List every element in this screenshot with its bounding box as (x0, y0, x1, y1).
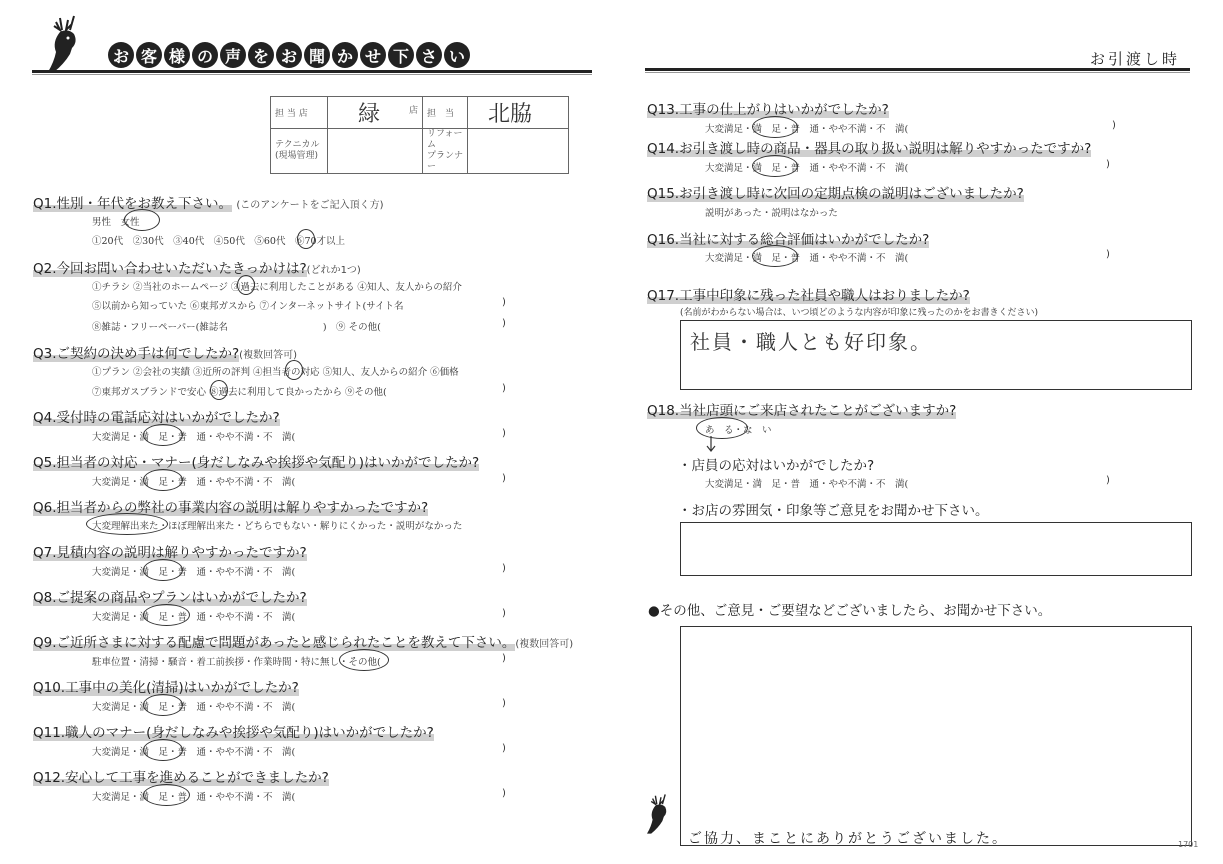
q3-line2: ⑦東邦ガスブランドで安心 ⑧過去に利用して良かったから ⑨その他( (92, 387, 387, 398)
q18-title: Q18.当社店頭にご来店されたことがございますか? (647, 403, 957, 419)
header-rule-left (32, 70, 592, 73)
title-char: い (444, 42, 470, 68)
title-char: 下 (388, 42, 414, 68)
q7-scale: 大変満足・満 足・普 通・やや不満・不 満( (92, 567, 296, 578)
q8-title: Q8.ご提案の商品やプランはいかがでしたか? (33, 590, 307, 606)
deer-footer-icon (640, 788, 682, 840)
q5-scale: 大変満足・満 足・普 通・やや不満・不 満( (92, 477, 296, 488)
q1-title: Q1.性別・年代をお教え下さい。 (このアンケートをご記入頂く方) (33, 196, 384, 212)
title-char: 客 (136, 42, 162, 68)
page-code: 1701 (1178, 840, 1199, 849)
q18-sub1: ・店員の応対はいかがでしたか? (678, 458, 875, 474)
title-char: お (276, 42, 302, 68)
q10-close: ) (502, 698, 506, 709)
tanto-label: 担 当 (423, 97, 468, 129)
q7-title: Q7.見積内容の説明は解りやすかったですか? (33, 545, 307, 561)
q18-scale: 大変満足・満 足・普 通・やや不満・不 満( (705, 479, 909, 490)
q13-scale: 大変満足・満 足・普 通・やや不満・不 満( (705, 124, 909, 135)
title-char: せ (360, 42, 386, 68)
deer-logo-icon (38, 14, 98, 74)
title-char: さ (416, 42, 442, 68)
q12-scale: 大変満足・満 足・普 通・やや不満・不 満( (92, 792, 296, 803)
title-char: お (108, 42, 134, 68)
ten-suffix: 店 (408, 106, 418, 116)
other-title: ●その他、ご意見・ご要望などございましたら、お聞かせ下さい。 (648, 603, 1052, 619)
q4-title: Q4.受付時の電話応対はいかがでしたか? (33, 410, 280, 426)
title-char: 聞 (304, 42, 330, 68)
q2-title: Q2.今回お問い合わせいただいたきっかけは?(どれか1つ) (33, 261, 361, 277)
q3-close: ) (502, 383, 506, 394)
q13-title: Q13.工事の仕上がりはいかがでしたか? (647, 102, 889, 118)
q14-title: Q14.お引き渡し時の商品・器具の取り扱い説明は解りやすかったですか? (647, 141, 1092, 157)
staff-table (270, 96, 569, 174)
arrow-down-icon (705, 436, 717, 454)
q15-answers: 説明があった・説明はなかった (705, 208, 838, 219)
q2-line2: ⑤以前から知っていた ⑥東邦ガスから ⑦インターネットサイト(サイト名 (92, 301, 404, 312)
tanto-ten-value: 緑 (358, 102, 381, 127)
thanks-message: ご協力、まことにありがとうございました。 (688, 831, 1008, 847)
q8-close: ) (502, 608, 506, 619)
q9-close: ) (502, 653, 506, 664)
q18-sub2: ・お店の雰囲気・印象等ご意見をお聞かせ下さい。 (678, 503, 989, 519)
title-char: か (332, 42, 358, 68)
q11-close: ) (502, 743, 506, 754)
q15-title: Q15.お引き渡し時に次回の定期点検の説明はございましたか? (647, 186, 1024, 202)
q1-gender: 男性 女性 (92, 217, 140, 228)
tanto-ten-label: 担 当 店 (271, 97, 328, 129)
q11-scale: 大変満足・満 足・普 通・やや不満・不 満( (92, 747, 296, 758)
q6-title: Q6.担当者からの弊社の事業内容の説明は解りやすかったですか? (33, 500, 429, 516)
reform-label: リフォーム プランナー (423, 129, 468, 174)
q10-scale: 大変満足・満 足・普 通・やや不満・不 満( (92, 702, 296, 713)
q4-close: ) (502, 428, 506, 439)
q18-close: ) (1106, 475, 1110, 486)
q16-scale: 大変満足・満 足・普 通・やや不満・不 満( (705, 253, 909, 264)
q3-line1: ①プラン ②会社の実績 ③近所の評判 ④担当者の対応 ⑤知人、友人からの紹介 ⑥価格 (92, 367, 459, 378)
tanto-ten-cell (328, 97, 423, 129)
q2-line1: ①チラシ ②当社のホームページ ③過去に利用したことがある ④知人、友人からの紹介 (92, 282, 462, 293)
q2-line2-close: ) (502, 297, 506, 308)
q2-line3: ⑧雑誌・フリーペーパー(雑誌名 ) ⑨ その他( (92, 322, 381, 333)
q17-handwritten-answer: 社員・職人とも好印象。 (690, 330, 932, 354)
reform-value (468, 129, 569, 174)
header-rule-right-thin (645, 72, 1190, 73)
q6-answers: 大変理解出来た・ほぼ理解出来た・どちらでもない・解りにくかった・説明がなかった (92, 521, 463, 532)
q14-close: ) (1106, 159, 1110, 170)
q12-close: ) (502, 788, 506, 799)
q12-title: Q12.安心して工事を進めることができましたか? (33, 770, 329, 786)
header-rule-left-thin (32, 74, 592, 75)
page-title (108, 42, 470, 68)
title-char: を (248, 42, 274, 68)
q9-title: Q9.ご近所さまに対する配慮で問題があったと感じられたことを教えて下さい。(複数回答可) (33, 635, 574, 651)
tanto-value: 北脇 (488, 102, 533, 127)
q18-answers: あ る・な い (705, 425, 772, 436)
q18-opinion-box[interactable] (680, 522, 1192, 576)
title-char: の (192, 42, 218, 68)
q5-close: ) (502, 473, 506, 484)
q4-scale: 大変満足・満 足・普 通・やや不満・不 満( (92, 432, 296, 443)
title-char: 声 (220, 42, 246, 68)
q16-close: ) (1106, 249, 1110, 260)
technical-label: テクニカル (現場管理) (271, 129, 328, 174)
q8-scale: 大変満足・満 足・普 通・やや不満・不 満( (92, 612, 296, 623)
q7-close: ) (502, 563, 506, 574)
q11-title: Q11.職人のマナー(身だしなみや挨拶や気配り)はいかがでしたか? (33, 725, 434, 741)
q3-title: Q3.ご契約の決め手は何でしたか?(複数回答可) (33, 346, 297, 362)
q5-title: Q5.担当者の対応・マナー(身だしなみや挨拶や気配り)はいかがでしたか? (33, 455, 480, 471)
technical-value (328, 129, 423, 174)
q17-title: Q17.工事中印象に残った社員や職人はおりましたか? (647, 288, 970, 304)
q2-line3-close: ) (502, 318, 506, 329)
q17-note: (名前がわからない場合は、いつ頃どのような内容が印象に残ったのかをお書きください) (680, 308, 1039, 318)
q16-title: Q16.当社に対する総合評価はいかがでしたか? (647, 232, 930, 248)
q14-scale: 大変満足・満 足・普 通・やや不満・不 満( (705, 163, 909, 174)
q13-close: ) (1112, 120, 1116, 131)
handover-label: お引渡し時 (1090, 50, 1181, 68)
q1-ages: ①20代 ②30代 ③40代 ④50代 ⑤60代 ⑥70才以上 (92, 236, 346, 247)
other-opinion-box[interactable] (680, 626, 1192, 846)
title-char: 様 (164, 42, 190, 68)
tanto-cell (468, 97, 569, 129)
q9-answers: 駐車位置・清掃・騒音・着工前挨拶・作業時間・特に無し・その他( (92, 657, 381, 668)
q10-title: Q10.工事中の美化(清掃)はいかがでしたか? (33, 680, 299, 696)
